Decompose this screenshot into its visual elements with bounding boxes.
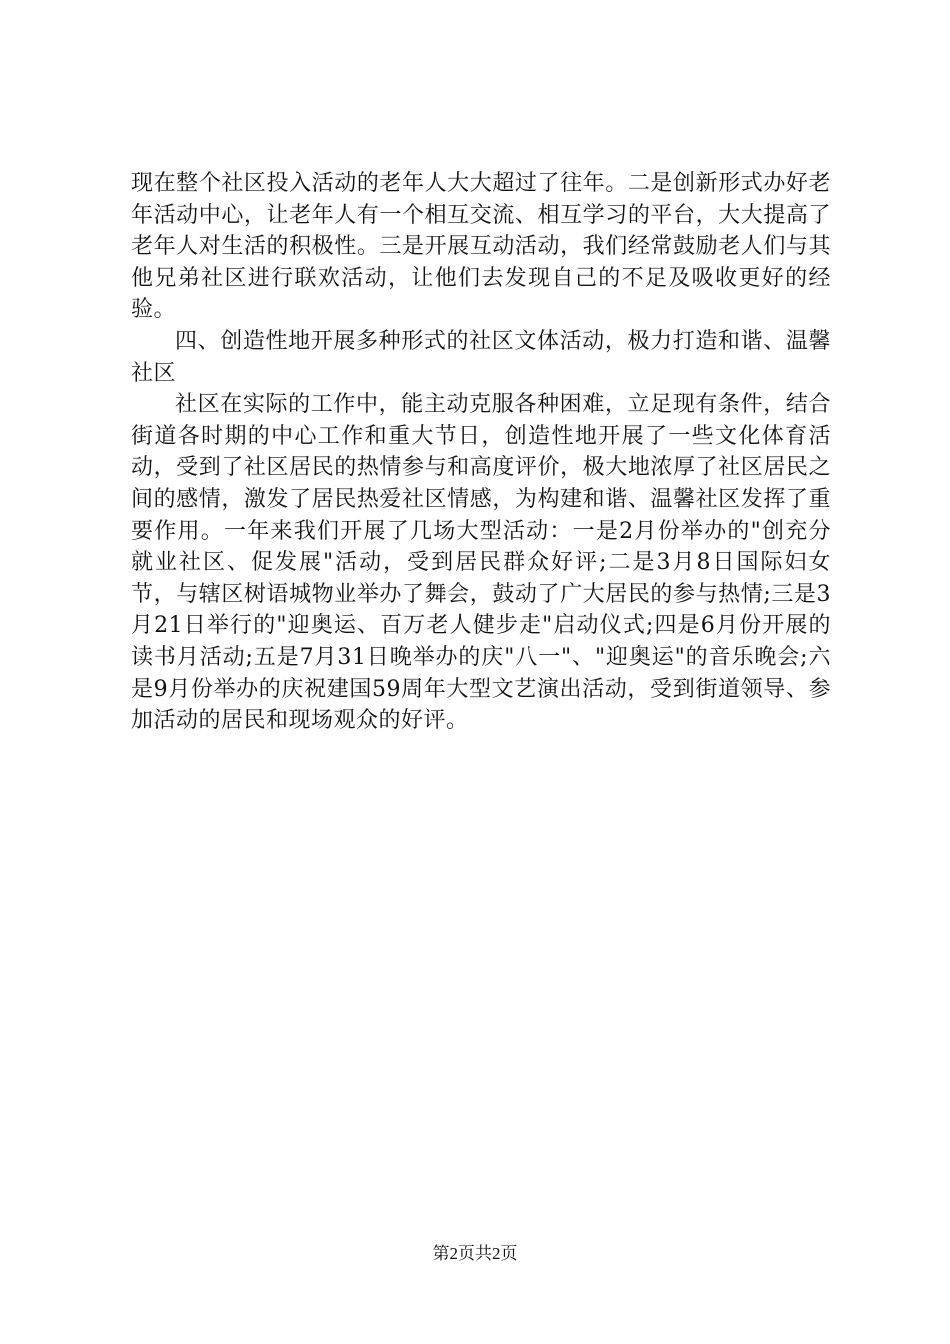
paragraph-2-heading: 四、创造性地开展多种形式的社区文体活动，极力打造和谐、温馨社区	[131, 328, 831, 386]
page-number: 第2页	[432, 1244, 475, 1263]
paragraph-1: 现在整个社区投入活动的老年人大大超过了往年。二是创新形式办好老年活动中心，让老年人有一个相互交流、相互学习的平台，大大提高了老年人对生活的积极性。三是开展互动活动，我们经常鼓励老人们与其他兄弟社区进行联欢活动，让他们去发现自己的不足及吸收更好的经验。	[131, 171, 831, 323]
paragraph-3: 社区在实际的工作中，能主动克服各种困难，立足现有条件，结合街道各时期的中心工作和重大节日，创造性地开展了一些文化体育活动，受到了社区居民的热情参与和高度评价，极大地浓厚了社区居民之间的感情，激发了居民热爱社区情感，为构建和谐、温馨社区发挥了重要作用。一年来我们开展了几场大型活动：一是2月份举办的"创充分就业社区、促发展"活动，受到居民群众好评;二是3月8日国际妇女节，与辖区树语城物业举办了舞会，鼓动了广大居民的参与热情;三是3月21日举行的"迎奥运、百万老人健步走"启动仪式;四是6月份开展的读书月活动;五是7月31日晚举办的庆"八一"、"迎奥运"的音乐晚会;六是9月份举办的庆祝建国59周年大型文艺演出活动，受到街道领导、参加活动的居民和现场观众的好评。	[131, 392, 831, 734]
page-total: 共2页	[475, 1244, 518, 1263]
page-footer	[0, 1243, 950, 1265]
document-body	[131, 168, 831, 737]
